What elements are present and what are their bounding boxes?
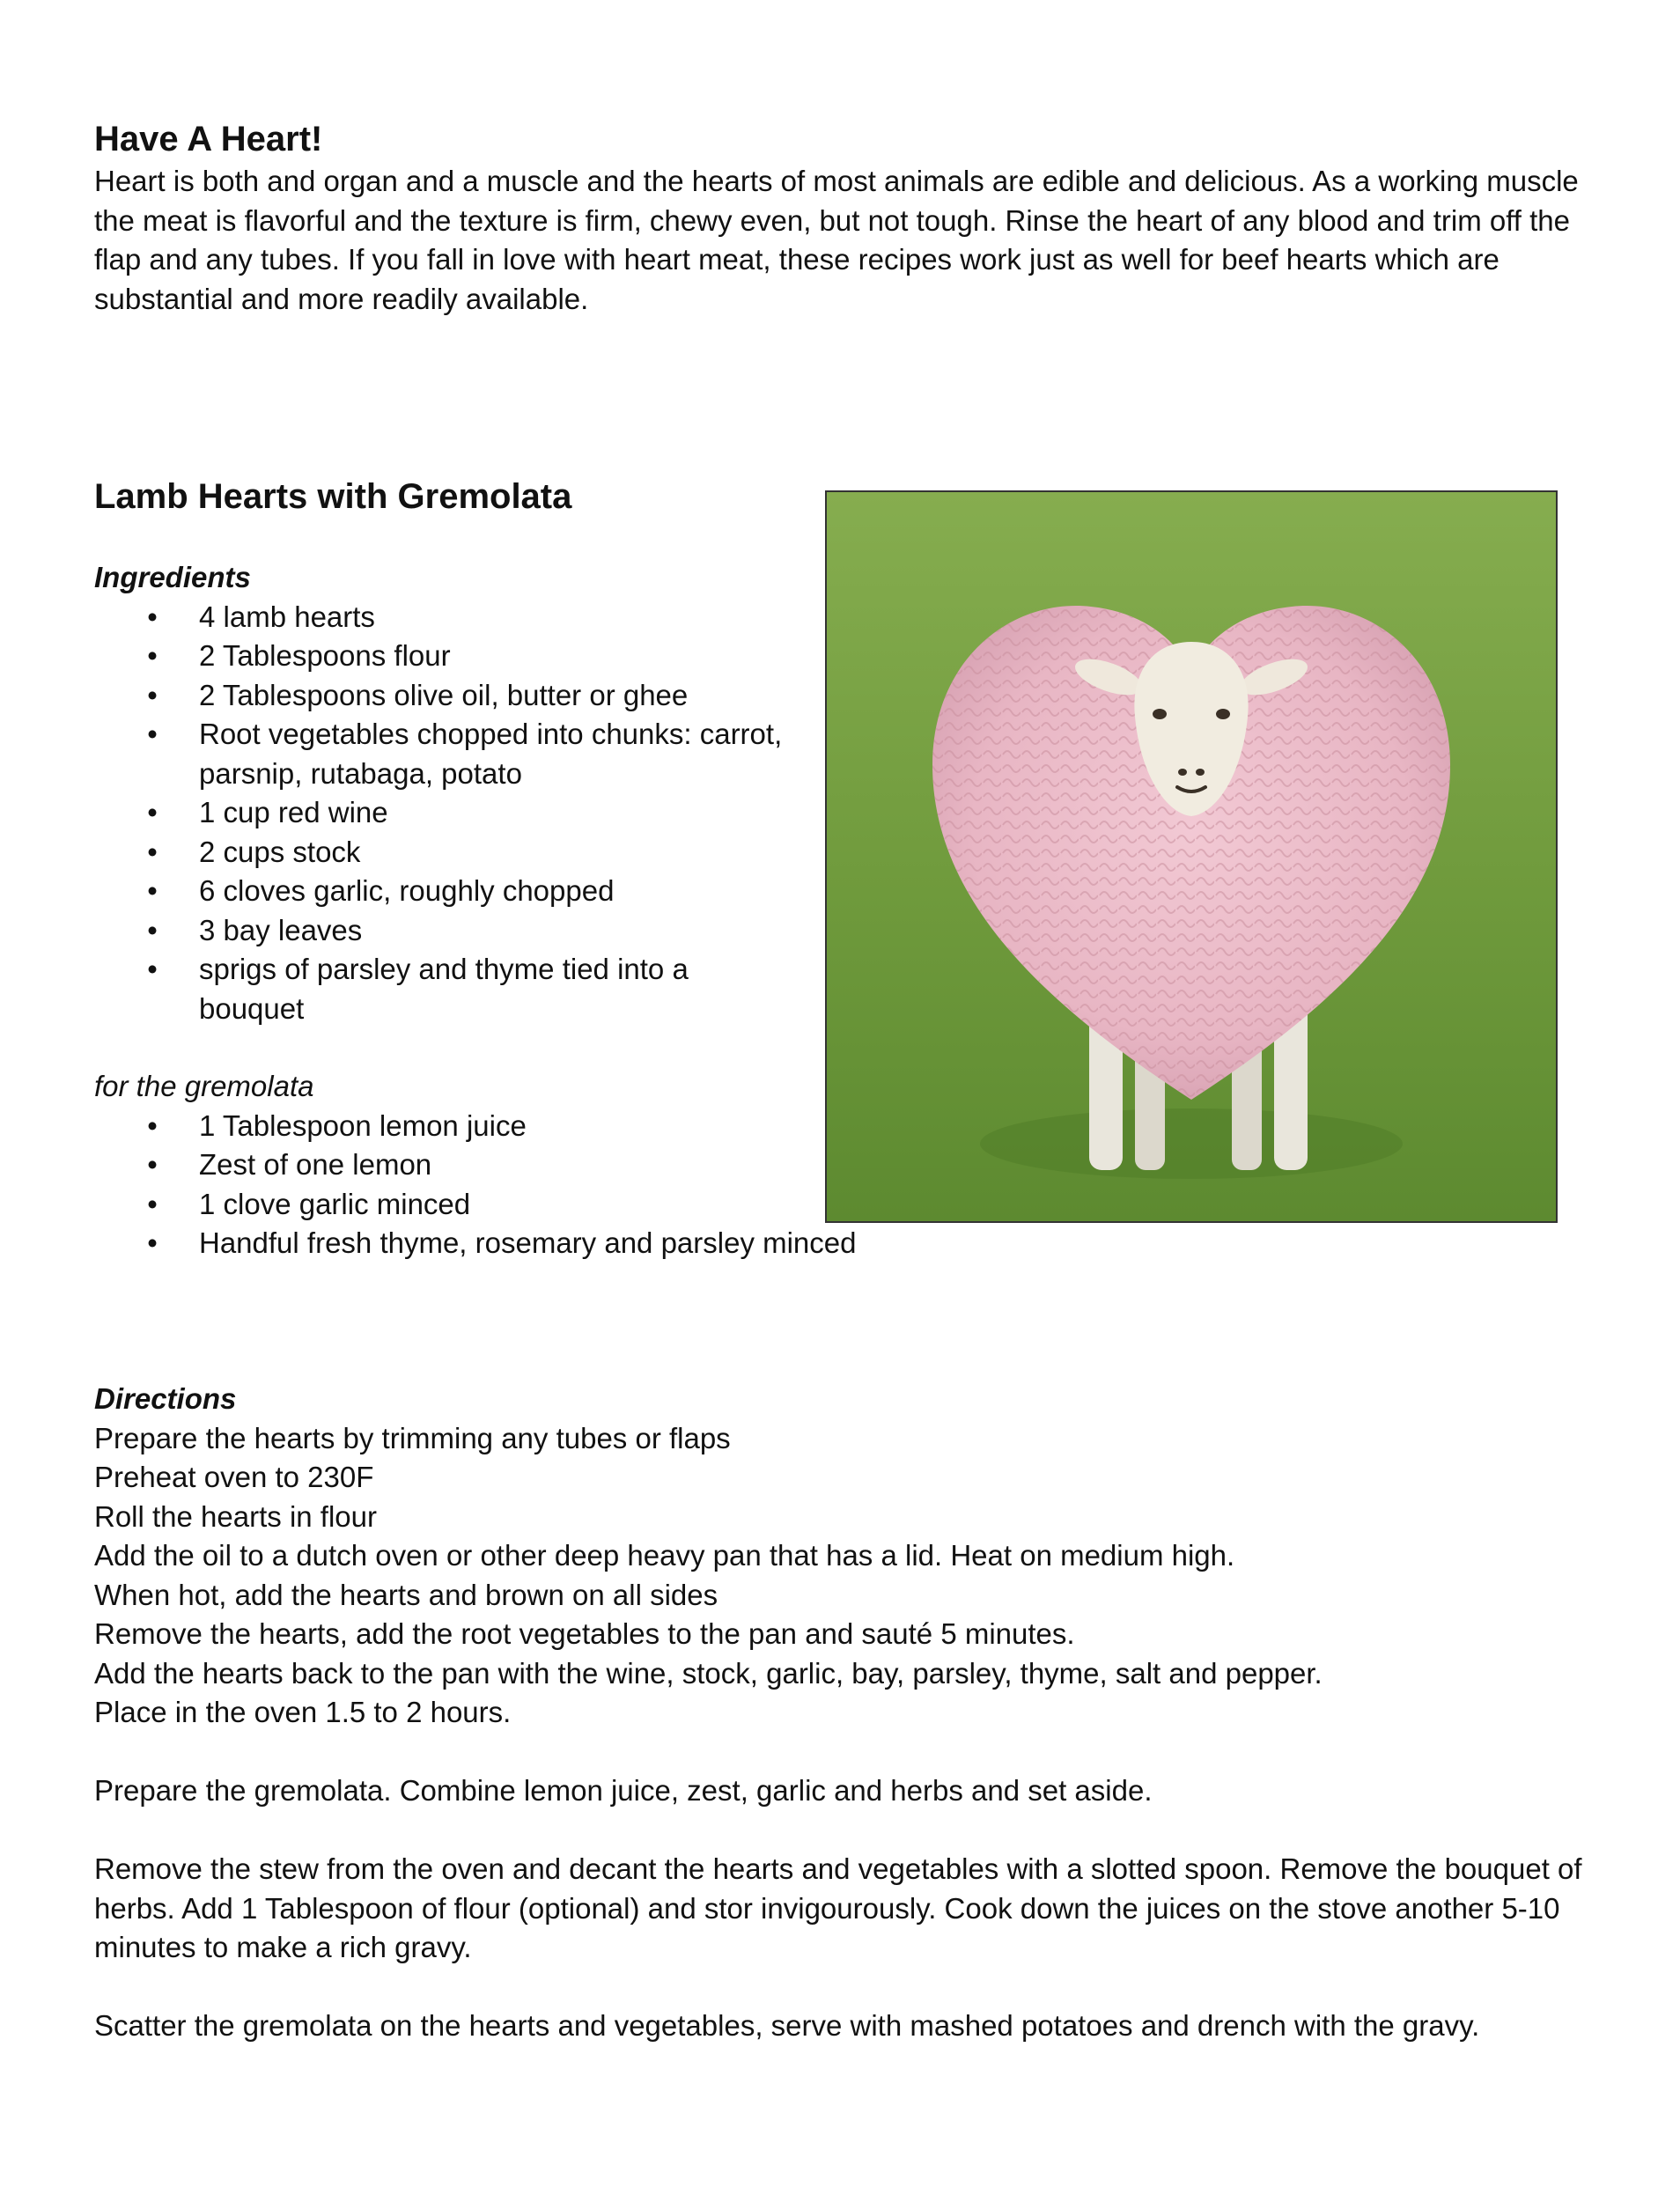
ingredients-heading: Ingredients [94, 561, 251, 593]
sheep-eye [1153, 709, 1167, 719]
direction-step: Prepare the hearts by trimming any tubes or flaps [94, 1421, 731, 1454]
gravy-instruction: Remove the stew from the oven and decant the hearts and vegetables with a slotted spoon. Remove the bouquet of herbs. Add 1 Tablespoon of flour (optional) and stor invigourously. Cook down the juices on the stove another 5-10 minutes to make a rich gravy. [94, 1852, 1582, 1963]
direction-step: Add the oil to a dutch oven or other deep heavy pan that has a lid. Heat on medium high. [94, 1539, 1235, 1572]
list-item: • 1 clove garlic minced [147, 1187, 471, 1220]
list-item: • 6 cloves garlic, roughly chopped [147, 874, 615, 907]
directions-section [94, 1380, 1591, 2046]
ingredients-list [94, 598, 816, 1029]
page-title: Have A Heart! [94, 120, 323, 158]
sheep-nostril [1178, 769, 1187, 776]
list-item: • 2 Tablespoons olive oil, butter or ghee [147, 678, 689, 711]
list-item: • 1 cup red wine [147, 796, 388, 828]
intro-paragraph: Heart is both and organ and a muscle and the hearts of most animals are edible and delicious. As a working muscle the meat is flavorful and the texture is firm, chewy even, but not tough. Rinse the heart of any blood and trim off the flap and any tubes. If you fall in love with heart meat, these recipes work just as well for beef hearts which are substantial and more readily available. [94, 165, 1579, 315]
list-item: • 2 cups stock [147, 835, 361, 868]
serving-instruction: Scatter the gremolata on the hearts and vegetables, serve with mashed potatoes and drench with the gravy. [94, 2009, 1480, 2042]
list-item: • Handful fresh thyme, rosemary and parsley minced [147, 1226, 857, 1259]
list-item: • 3 bay leaves [147, 913, 363, 946]
direction-step: Remove the hearts, add the root vegetables to the pan and sauté 5 minutes. [94, 1617, 1075, 1650]
list-item: • Zest of one lemon [147, 1148, 432, 1181]
sheep-illustration [827, 492, 1556, 1221]
list-item: • sprigs of parsley and thyme tied into a bouquet [147, 953, 689, 1025]
sheep-eye [1216, 709, 1230, 719]
recipe-title: Lamb Hearts with Gremolata [94, 477, 572, 516]
direction-step: Add the hearts back to the pan with the wine, stock, garlic, bay, parsley, thyme, salt and pepper. [94, 1656, 1323, 1690]
sheep-nostril [1196, 769, 1205, 776]
sheep-shadow [980, 1108, 1403, 1179]
list-item: • 1 Tablespoon lemon juice [147, 1108, 527, 1142]
direction-step: When hot, add the hearts and brown on all sides [94, 1578, 718, 1611]
directions-heading: Directions [94, 1382, 237, 1415]
heart-sheep-photo [825, 490, 1558, 1223]
ingredients-section [94, 558, 816, 1028]
gremolata-instruction: Prepare the gremolata. Combine lemon juice, zest, garlic and herbs and set aside. [94, 1774, 1153, 1807]
list-item: • Root vegetables chopped into chunks: carrot, parsnip, rutabaga, potato [147, 718, 783, 790]
direction-step: Place in the oven 1.5 to 2 hours. [94, 1696, 512, 1728]
gremolata-heading: for the gremolata [94, 1070, 314, 1102]
direction-step: Preheat oven to 230F [94, 1461, 374, 1493]
gremolata-section [94, 1067, 857, 1263]
list-item: • 4 lamb hearts [147, 600, 375, 633]
direction-step: Roll the hearts in flour [94, 1499, 377, 1533]
gremolata-list [94, 1107, 857, 1263]
list-item: • 2 Tablespoons flour [147, 639, 451, 672]
